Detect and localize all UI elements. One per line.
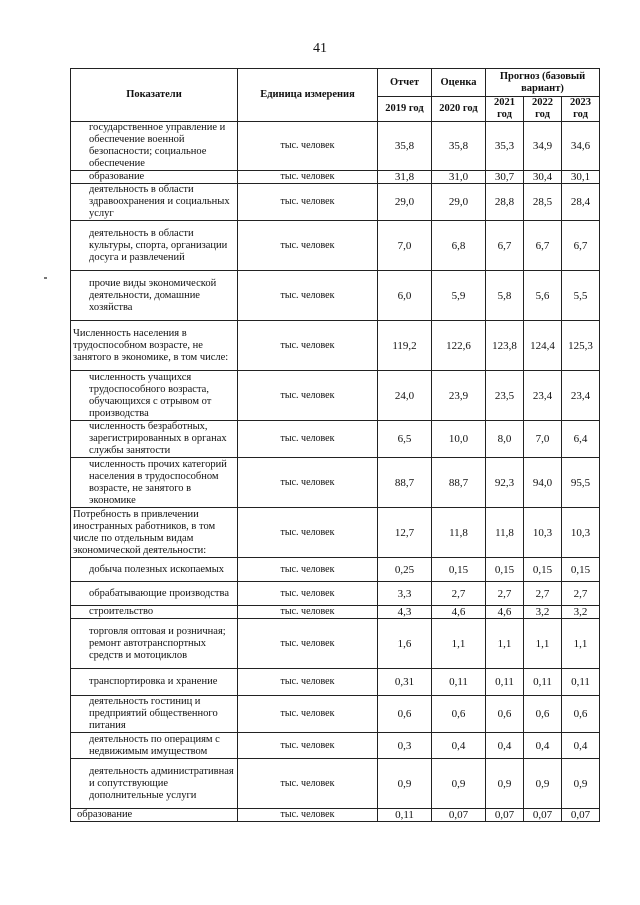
row-unit: тыс. человек (238, 809, 378, 822)
header-unit: Единица измерения (238, 69, 378, 122)
row-indicator: добыча полезных ископаемых (71, 558, 238, 582)
row-value: 4,6 (486, 606, 524, 619)
row-indicator: государственное управление и обеспечение военной безопасности; социальное обеспечение (71, 122, 238, 171)
scan-artifact-mark (44, 277, 47, 279)
row-value: 2,7 (486, 582, 524, 606)
row-value: 0,07 (562, 809, 600, 822)
row-indicator: численность безработных, зарегистрированных в органах службы занятости (71, 421, 238, 458)
table-row (71, 371, 600, 421)
table-row (71, 606, 600, 619)
table-row (71, 221, 600, 271)
row-unit: тыс. человек (238, 606, 378, 619)
row-value: 6,7 (562, 221, 600, 271)
row-value: 0,11 (524, 669, 562, 696)
row-value: 5,6 (524, 271, 562, 321)
table-row (71, 271, 600, 321)
row-value: 23,5 (486, 371, 524, 421)
row-value: 0,6 (562, 696, 600, 733)
row-value: 0,9 (562, 759, 600, 809)
row-value: 125,3 (562, 321, 600, 371)
row-value: 6,0 (378, 271, 432, 321)
header-report: Отчет (378, 69, 432, 97)
row-unit: тыс. человек (238, 696, 378, 733)
row-unit: тыс. человек (238, 619, 378, 669)
row-value: 3,2 (524, 606, 562, 619)
row-unit: тыс. человек (238, 759, 378, 809)
row-value: 29,0 (378, 184, 432, 221)
table-row (71, 184, 600, 221)
row-value: 28,8 (486, 184, 524, 221)
row-indicator: деятельность гостиниц и предприятий общественного питания (71, 696, 238, 733)
row-value: 5,8 (486, 271, 524, 321)
row-value: 0,07 (524, 809, 562, 822)
row-value: 23,9 (432, 371, 486, 421)
row-value: 88,7 (432, 458, 486, 508)
row-value: 0,11 (562, 669, 600, 696)
row-value: 0,11 (378, 809, 432, 822)
forecast-table (70, 68, 600, 822)
row-value: 0,9 (378, 759, 432, 809)
row-value: 5,5 (562, 271, 600, 321)
row-value: 1,1 (524, 619, 562, 669)
table-row (71, 508, 600, 558)
table-row (71, 122, 600, 171)
row-value: 34,9 (524, 122, 562, 171)
row-indicator: образование (71, 809, 238, 822)
table-row (71, 421, 600, 458)
row-value: 2,7 (524, 582, 562, 606)
row-value: 0,4 (562, 733, 600, 759)
header-estimate: Оценка (432, 69, 486, 97)
row-value: 12,7 (378, 508, 432, 558)
row-value: 7,0 (378, 221, 432, 271)
row-unit: тыс. человек (238, 371, 378, 421)
header-forecast: Прогноз (базовый вариант) (486, 69, 600, 97)
row-indicator: деятельность по операциям с недвижимым имуществом (71, 733, 238, 759)
row-indicator: образование (71, 171, 238, 184)
row-value: 31,0 (432, 171, 486, 184)
row-unit: тыс. человек (238, 582, 378, 606)
row-value: 1,6 (378, 619, 432, 669)
row-value: 35,8 (378, 122, 432, 171)
row-value: 123,8 (486, 321, 524, 371)
row-value: 0,15 (524, 558, 562, 582)
row-value: 92,3 (486, 458, 524, 508)
table-row (71, 171, 600, 184)
row-indicator: строительство (71, 606, 238, 619)
row-value: 6,7 (524, 221, 562, 271)
header-year-2022: 2022 год (524, 97, 562, 122)
row-value: 0,3 (378, 733, 432, 759)
row-value: 4,6 (432, 606, 486, 619)
row-value: 88,7 (378, 458, 432, 508)
table-row (71, 582, 600, 606)
row-value: 23,4 (562, 371, 600, 421)
row-value: 6,8 (432, 221, 486, 271)
row-value: 30,1 (562, 171, 600, 184)
header-year-2021: 2021 год (486, 97, 524, 122)
row-value: 11,8 (432, 508, 486, 558)
row-value: 0,9 (432, 759, 486, 809)
row-value: 24,0 (378, 371, 432, 421)
row-value: 0,4 (524, 733, 562, 759)
row-value: 0,6 (432, 696, 486, 733)
table-body (71, 122, 600, 822)
row-value: 1,1 (562, 619, 600, 669)
header-indicator: Показатели (71, 69, 238, 122)
row-value: 0,9 (524, 759, 562, 809)
row-indicator: Численность населения в трудоспособном возрасте, не занятого в экономике, в том числе: (71, 321, 238, 371)
table-row (71, 759, 600, 809)
row-value: 0,25 (378, 558, 432, 582)
row-value: 2,7 (432, 582, 486, 606)
table-row (71, 733, 600, 759)
row-value: 0,15 (486, 558, 524, 582)
header-year-2019: 2019 год (378, 97, 432, 122)
row-value: 3,2 (562, 606, 600, 619)
row-unit: тыс. человек (238, 122, 378, 171)
row-unit: тыс. человек (238, 508, 378, 558)
row-unit: тыс. человек (238, 669, 378, 696)
row-unit: тыс. человек (238, 184, 378, 221)
table-row (71, 321, 600, 371)
row-value: 0,07 (486, 809, 524, 822)
row-indicator: обрабатывающие производства (71, 582, 238, 606)
row-indicator: деятельность в области здравоохранения и социальных услуг (71, 184, 238, 221)
row-value: 28,5 (524, 184, 562, 221)
row-indicator: Потребность в привлечении иностранных работников, в том числе по отдельным видам экономической деятельности: (71, 508, 238, 558)
row-value: 8,0 (486, 421, 524, 458)
row-unit: тыс. человек (238, 271, 378, 321)
row-value: 124,4 (524, 321, 562, 371)
table-row (71, 669, 600, 696)
row-value: 6,7 (486, 221, 524, 271)
row-unit: тыс. человек (238, 221, 378, 271)
row-value: 0,6 (378, 696, 432, 733)
row-unit: тыс. человек (238, 458, 378, 508)
row-indicator: торговля оптовая и розничная; ремонт автотранспортных средств и мотоциклов (71, 619, 238, 669)
row-unit: тыс. человек (238, 171, 378, 184)
row-unit: тыс. человек (238, 558, 378, 582)
row-value: 4,3 (378, 606, 432, 619)
row-value: 23,4 (524, 371, 562, 421)
row-value: 3,3 (378, 582, 432, 606)
row-value: 5,9 (432, 271, 486, 321)
row-value: 0,07 (432, 809, 486, 822)
row-unit: тыс. человек (238, 733, 378, 759)
row-indicator: численность учащихся трудоспособного возраста, обучающихся с отрывом от производства (71, 371, 238, 421)
row-value: 2,7 (562, 582, 600, 606)
row-value: 0,15 (432, 558, 486, 582)
row-indicator: деятельность в области культуры, спорта, организации досуга и развлечений (71, 221, 238, 271)
table-row (71, 809, 600, 822)
row-indicator: транспортировка и хранение (71, 669, 238, 696)
row-value: 0,4 (486, 733, 524, 759)
row-value: 0,9 (486, 759, 524, 809)
row-value: 30,4 (524, 171, 562, 184)
row-value: 0,31 (378, 669, 432, 696)
row-value: 11,8 (486, 508, 524, 558)
row-value: 10,0 (432, 421, 486, 458)
row-value: 0,15 (562, 558, 600, 582)
row-value: 31,8 (378, 171, 432, 184)
row-value: 7,0 (524, 421, 562, 458)
header-year-2020: 2020 год (432, 97, 486, 122)
row-value: 35,3 (486, 122, 524, 171)
row-value: 28,4 (562, 184, 600, 221)
page-number: 41 (313, 41, 327, 56)
header-year-2023: 2023 год (562, 97, 600, 122)
row-value: 0,6 (486, 696, 524, 733)
table-row (71, 558, 600, 582)
row-value: 10,3 (524, 508, 562, 558)
row-indicator: численность прочих категорий населения в трудоспособном возрасте, не занятого в экономике (71, 458, 238, 508)
row-value: 10,3 (562, 508, 600, 558)
row-indicator: прочие виды экономической деятельности, домашние хозяйства (71, 271, 238, 321)
table-row (71, 458, 600, 508)
row-value: 0,6 (524, 696, 562, 733)
row-unit: тыс. человек (238, 421, 378, 458)
row-value: 0,4 (432, 733, 486, 759)
row-indicator: деятельность административная и сопутствующие дополнительные услуги (71, 759, 238, 809)
row-value: 0,11 (432, 669, 486, 696)
row-value: 1,1 (432, 619, 486, 669)
row-value: 35,8 (432, 122, 486, 171)
table-row (71, 619, 600, 669)
table-row (71, 696, 600, 733)
row-value: 95,5 (562, 458, 600, 508)
row-value: 0,11 (486, 669, 524, 696)
row-unit: тыс. человек (238, 321, 378, 371)
row-value: 119,2 (378, 321, 432, 371)
row-value: 94,0 (524, 458, 562, 508)
row-value: 29,0 (432, 184, 486, 221)
row-value: 6,4 (562, 421, 600, 458)
row-value: 34,6 (562, 122, 600, 171)
row-value: 30,7 (486, 171, 524, 184)
row-value: 1,1 (486, 619, 524, 669)
row-value: 6,5 (378, 421, 432, 458)
row-value: 122,6 (432, 321, 486, 371)
